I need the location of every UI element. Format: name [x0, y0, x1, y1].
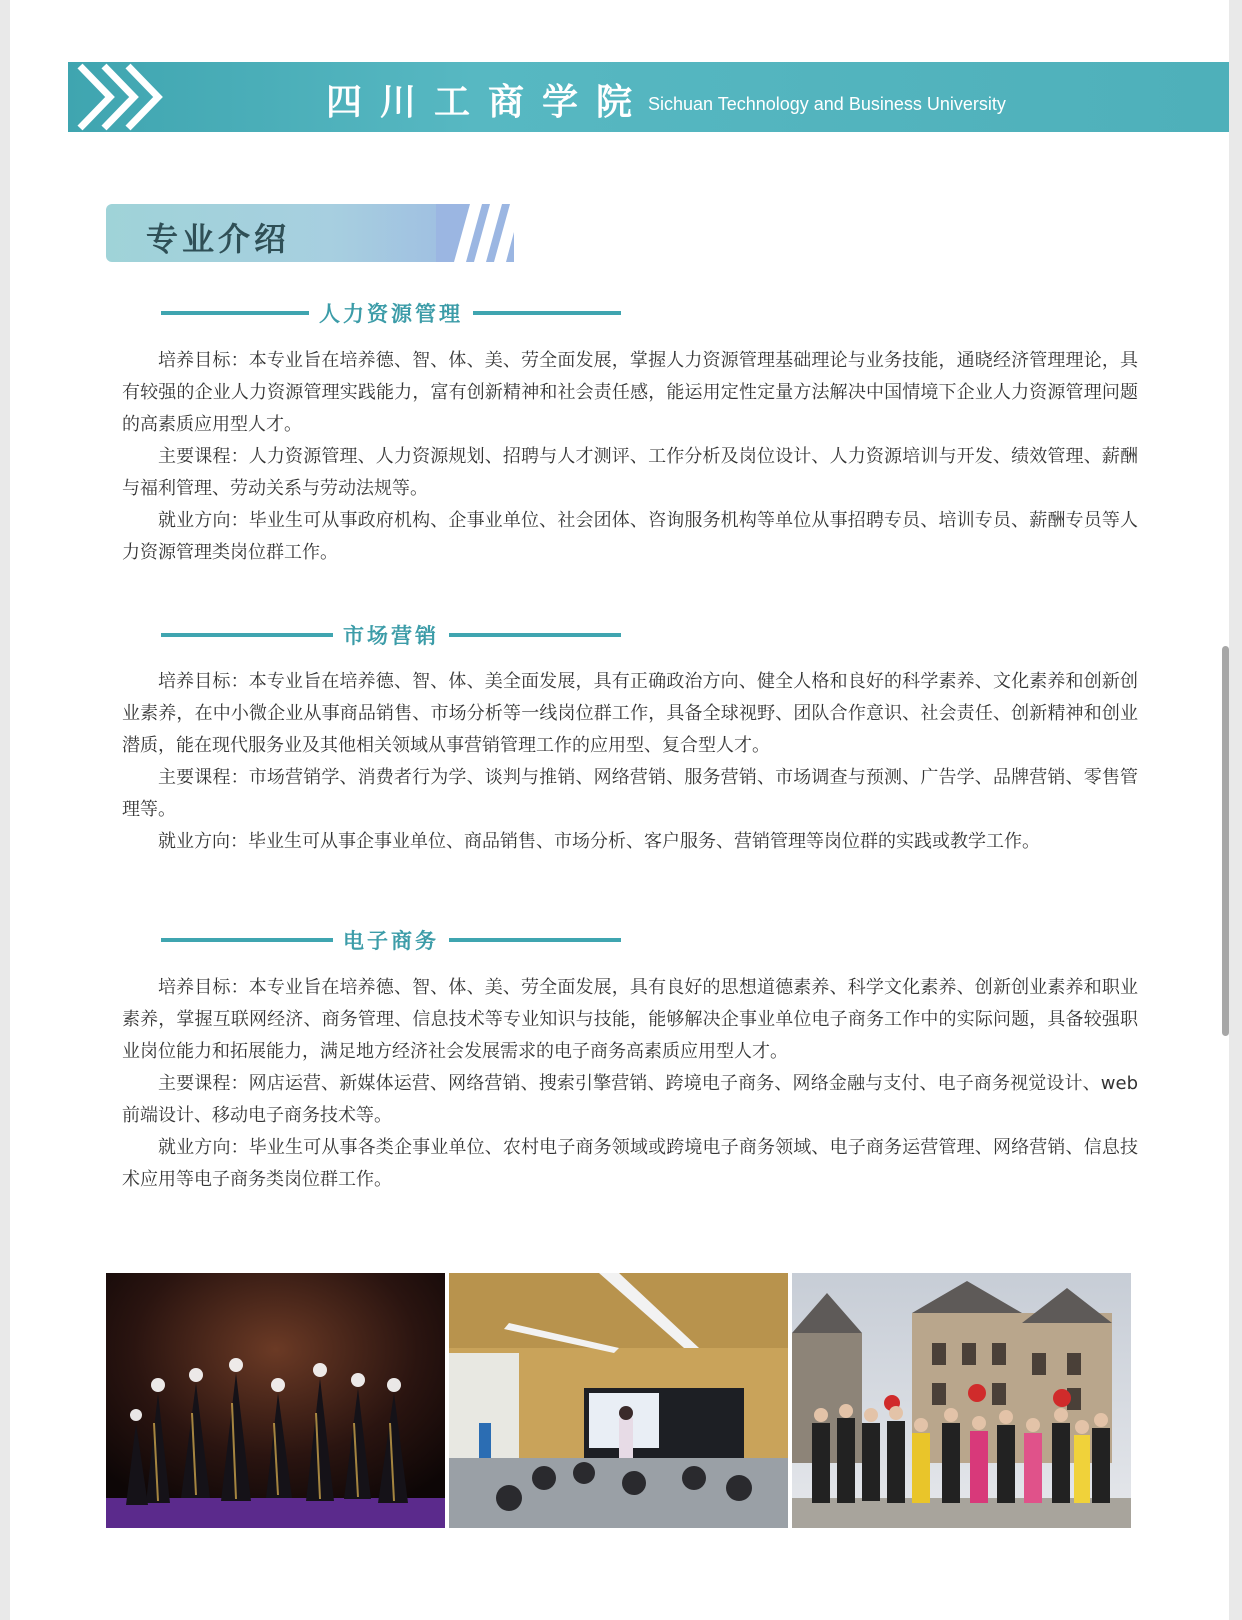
heading-rule-right — [449, 938, 621, 942]
training-goal-paragraph: 培养目标：本专业旨在培养德、智、体、美、劳全面发展，具有良好的思想道德素养、科学文化素养、创新创业素养和职业素养，掌握互联网经济、商务管理、信息技术等专业知识与技能，能够解决企事业单位电子商务工作中的实际问题，具备较强职业岗位能力和拓展能力，满足地方经济社会发展需求的电子商务高素质应用型人才。 — [122, 977, 1138, 1062]
scrollbar-thumb[interactable] — [1222, 646, 1229, 1036]
photo-dance-performance — [106, 1273, 445, 1528]
chevron-arrows-icon — [68, 62, 178, 132]
training-goal-paragraph: 培养目标：本专业旨在培养德、智、体、美、劳全面发展，掌握人力资源管理基础理论与业务技能，通晓经济管理理论，具有较强的企业人力资源管理实践能力，富有创新精神和社会责任感，能运用定性定量方法解决中国情境下企业人力资源管理问题的高素质应用型人才。 — [122, 350, 1138, 435]
section-title: 专业介绍 — [146, 220, 291, 258]
header-banner — [68, 62, 1229, 132]
heading-rule-right — [449, 633, 621, 637]
major-description-marketing — [122, 666, 1138, 858]
career-direction-paragraph: 就业方向：毕业生可从事政府机构、企事业单位、社会团体、咨询服务机构等单位从事招聘专员、培训专员、薪酬专员等人力资源管理类岗位群工作。 — [122, 510, 1138, 563]
career-direction-paragraph: 就业方向：毕业生可从事各类企事业单位、农村电子商务领域或跨境电子商务领域、电子商务运营管理、网络营销、信息技术应用等电子商务类岗位群工作。 — [122, 1137, 1138, 1190]
main-courses-paragraph: 主要课程：网店运营、新媒体运营、网络营销、搜索引擎营销、跨境电子商务、网络金融与支付、电子商务视觉设计、web前端设计、移动电子商务技术等。 — [122, 1073, 1138, 1126]
heading-rule-left — [161, 311, 309, 315]
main-courses-paragraph: 主要课程：市场营销学、消费者行为学、谈判与推销、网络营销、服务营销、市场调查与预测、广告学、品牌营销、零售管理等。 — [122, 767, 1138, 820]
major-heading-hr — [161, 298, 621, 328]
slash-stripes-icon — [436, 204, 514, 262]
section-heading — [106, 204, 514, 262]
major-title: 市场营销 — [343, 624, 439, 648]
training-goal-paragraph: 培养目标：本专业旨在培养德、智、体、美全面发展，具有正确政治方向、健全人格和良好的科学素养、文化素养和创新创业素养，在中小微企业从事商品销售、市场分析等一线岗位群工作，具备全球视野、团队合作意识、社会责任、创新精神和创业潜质，能在现代服务业及其他相关领域从事营销管理工作的应用型、复合型人才。 — [122, 671, 1138, 756]
heading-rule-left — [161, 633, 333, 637]
major-title: 电子商务 — [343, 929, 439, 953]
photo-classroom — [449, 1273, 788, 1528]
university-name-cn: 四川工商学院 — [326, 82, 651, 123]
photo-group-at-chateau — [792, 1273, 1131, 1528]
career-direction-paragraph: 就业方向：毕业生可从事企事业单位、商品销售、市场分析、客户服务、营销管理等岗位群的实践或教学工作。 — [158, 831, 1040, 852]
main-courses-paragraph: 主要课程：人力资源管理、人力资源规划、招聘与人才测评、工作分析及岗位设计、人力资源培训与开发、绩效管理、薪酬与福利管理、劳动关系与劳动法规等。 — [122, 446, 1138, 499]
major-heading-ecommerce — [161, 925, 621, 955]
major-title: 人力资源管理 — [319, 302, 463, 326]
major-heading-marketing — [161, 620, 621, 650]
university-name-en: Sichuan Technology and Business University — [648, 94, 1006, 114]
major-description-ecommerce — [122, 972, 1138, 1196]
heading-rule-left — [161, 938, 333, 942]
heading-rule-right — [473, 311, 621, 315]
major-description-hr — [122, 345, 1138, 569]
brochure-page — [10, 0, 1229, 1620]
